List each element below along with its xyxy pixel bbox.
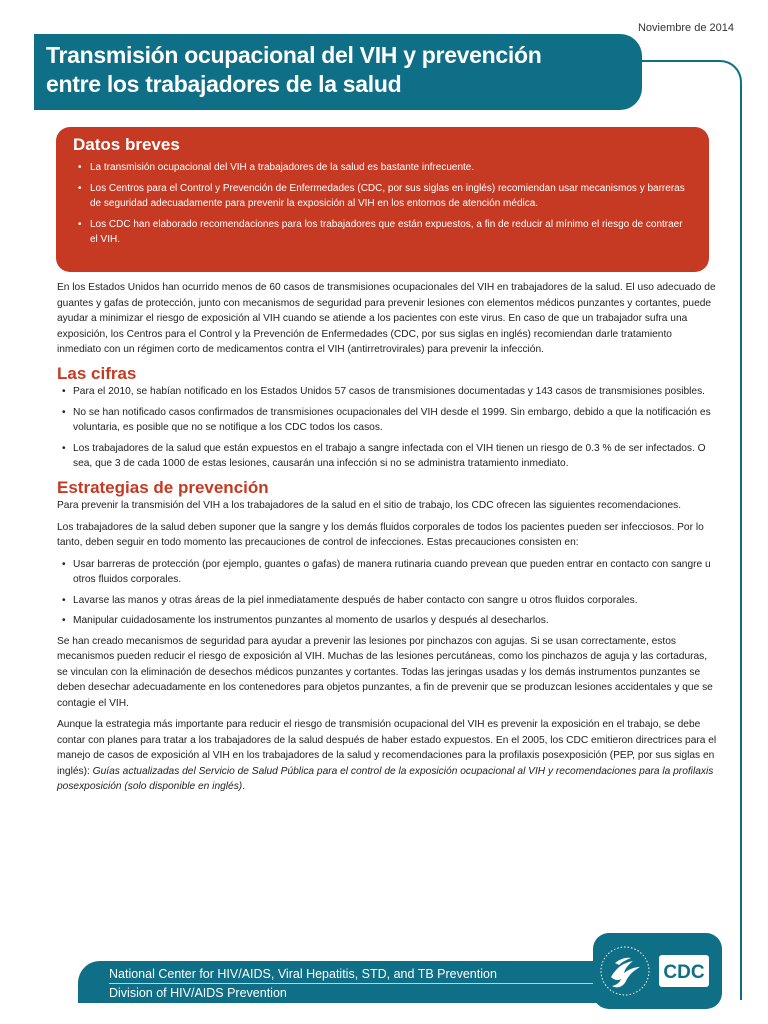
- list-item: • No se han notificado casos confirmados de transmisiones ocupacionales del VIH desde el 1999. Sin embargo, debido a que la notificación es voluntaria, es posible que no se notifique a los CDC todos los casos.: [57, 405, 717, 436]
- guidelines-reference: Guías actualizadas del Servicio de Salud Pública para el control de la exposición ocupacional al VIH y recomendaciones para la profilaxis posexposición (solo disponible en inglés): [57, 765, 714, 792]
- section-heading-cifras: Las cifras: [57, 363, 137, 383]
- list-item: • Los CDC han elaborado recomendaciones para los trabajadores que están expuestos, a fin de reducir al mínimo el riesgo de contraer el VIH.: [73, 217, 693, 248]
- section-heading-estrategias: Estrategias de prevención: [57, 477, 269, 497]
- list-item: • La transmisión ocupacional del VIH a trabajadores de la salud es bastante infrecuente.: [73, 160, 693, 176]
- estrategias-paragraph-3: Se han creado mecanismos de seguridad para ayudar a prevenir las lesiones por pinchazos con agujas. Si se usan correctamente, estos mecanismos pueden reducir el riesgo de exposición al VIH. Muchas de las lesiones percutáneas, como los pinchazos de aguja y las cortaduras, se vinculan con la eliminación de desechos médicos punzantes y cortantes. Todas las jeringas usadas y los demás instrumentos punzantes se deben desechar adecuadamente en los contenedores para objetos punzantes, a fin de prevenir que se produzcan lesiones accidentales y que se contagie el VIH.: [57, 635, 713, 709]
- publication-date: Noviembre de 2014: [637, 22, 734, 34]
- title-line-2: entre los trabajadores de la salud: [46, 71, 402, 97]
- footer-center-name: National Center for HIV/AIDS, Viral Hepatitis, STD, and TB Prevention: [109, 967, 497, 981]
- quick-facts-box: [56, 127, 709, 272]
- hhs-eagle-icon: [601, 947, 649, 995]
- precautions-list: [57, 557, 717, 629]
- paragraph-end: .: [242, 781, 246, 792]
- title-line-1: Transmisión ocupacional del VIH y prevención: [46, 42, 542, 68]
- cdc-logo: [593, 933, 722, 1009]
- list-item: • Manipular cuidadosamente los instrumentos punzantes al momento de usarlos y después al desecharlos.: [57, 613, 717, 629]
- cifras-list: [57, 384, 717, 472]
- list-item: • Usar barreras de protección (por ejemplo, guantes o gafas) de manera rutinaria cuando prevean que pueden entrar en contacto con sangre u otros fluidos corporales.: [57, 557, 717, 588]
- main-content: [57, 280, 717, 801]
- list-item: • Los Centros para el Control y Prevención de Enfermedades (CDC, por sus siglas en inglés) recomiendan usar mecanismos y barreras de seguridad adecuadamente para prevenir la exposición al VIH en los entornos de atención médica.: [73, 181, 693, 212]
- cdc-logo-badge: [593, 933, 722, 1009]
- footer-bar: [78, 961, 624, 1003]
- quick-facts-heading: Datos breves: [73, 135, 180, 154]
- page-title: [46, 41, 632, 99]
- cdc-logo-text: CDC: [663, 962, 705, 983]
- estrategias-paragraph-1: Para prevenir la transmisión del VIH a los trabajadores de la salud en el sitio de trabajo, los CDC ofrecen las siguientes recomendaciones.: [57, 500, 682, 511]
- intro-paragraph: En los Estados Unidos han ocurrido menos de 60 casos de transmisiones ocupacionales del VIH en trabajadores de la salud. El uso adecuado de guantes y gafas de protección, junto con mecanismos de seguridad para prevenir lesiones con elementos médicos punzantes y cortantes, puede ayudar a minimizar el riesgo de exposición al VIH cuando se atiende a los pacientes con este virus. En caso de que un trabajador sufra una exposición, los Centros para el Control y la Prevención de Enfermedades (CDC, por sus siglas en inglés) recomiendan darle tratamiento inmediato con un régimen corto de medicamentos contra el VIH (antirretrovirales) para prevenir la infección.: [57, 282, 716, 355]
- estrategias-paragraph-2: Los trabajadores de la salud deben suponer que la sangre y los demás fluidos corporales de todos los pacientes pueden ser infecciosos. Por lo tanto, deben seguir en todo momento las precauciones de control de infecciones. Estas precauciones consisten en:: [57, 521, 704, 548]
- list-item: • Para el 2010, se habían notificado en los Estados Unidos 57 casos de transmisiones documentadas y 143 casos de transmisiones posibles.: [57, 384, 717, 400]
- estrategias-paragraph-4: [57, 717, 717, 795]
- title-banner: [34, 34, 642, 110]
- cdc-wordmark: [659, 955, 709, 987]
- footer-division-name: Division of HIV/AIDS Prevention: [109, 986, 287, 1000]
- list-item: • Lavarse las manos y otras áreas de la piel inmediatamente después de haber contacto con sangre u otros fluidos corporales.: [57, 593, 717, 609]
- list-item: • Los trabajadores de la salud que están expuestos en el trabajo a sangre infectada con el VIH tienen un riesgo de 0.3 % de ser infectados. O sea, que 3 de cada 1000 de estas lesiones, causarán una infección si no se administra tratamiento inmediato.: [57, 441, 717, 472]
- paragraph-text: Aunque la estrategia más importante para reducir el riesgo de transmisión ocupacional del VIH es prevenir la exposición en el trabajo, se debe contar con planes para tratar a los trabajadores de la salud después de haber estado expuestos. En el 2005, los CDC emitieron directrices para el manejo de casos de exposición al VIH en los trabajadores de la salud y recomendaciones para la profilaxis posexposición (PEP, por sus siglas en inglés):: [57, 719, 717, 777]
- quick-facts-list: [73, 160, 693, 248]
